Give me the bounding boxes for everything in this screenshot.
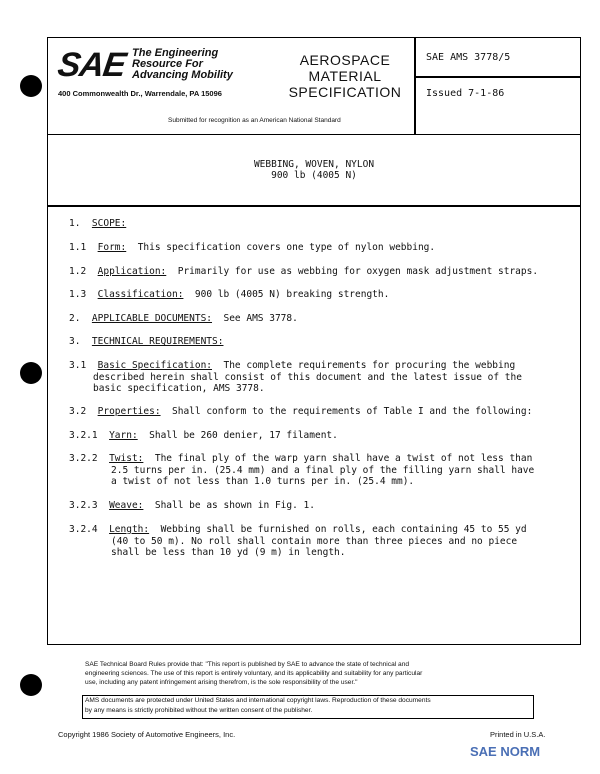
section-number: 1.3	[69, 289, 87, 300]
section-text: Primarily for use as webbing for oxygen mask adjustment straps.	[177, 266, 539, 277]
section-3-2-1	[69, 430, 338, 441]
section-number: 1.	[69, 218, 81, 229]
section-continuation: 2.5 turns per in. (25.4 mm) and a final ply of the filling yarn shall have	[111, 465, 535, 476]
binder-hole-top	[20, 75, 42, 97]
header-divider	[414, 76, 580, 78]
copyright-notice	[82, 695, 534, 719]
sae-logo: SAE	[55, 46, 128, 84]
section-label: SCOPE:	[91, 218, 127, 229]
printed-in: Printed in U.S.A.	[490, 730, 546, 739]
section-label: Twist:	[109, 453, 144, 464]
section-number: 1.2	[69, 266, 87, 277]
section-continuation: (40 to 50 m). No roll shall contain more than three pieces and no piece	[111, 536, 518, 547]
section-text: Shall be as shown in Fig. 1.	[154, 500, 315, 511]
title-line: 900 lb (4005 N)	[271, 170, 357, 181]
notice-line: by any means is strictly prohibited without the written consent of the publisher.	[85, 706, 313, 714]
section-text: Shall conform to the requirements of Table I and the following:	[172, 406, 533, 417]
header	[48, 38, 580, 135]
binder-hole-bottom	[20, 674, 42, 696]
section-text: Webbing shall be furnished on rolls, each containing 45 to 55 yd	[160, 524, 527, 535]
notice-line: AMS documents are protected under United States and international copyright laws. Reproduction of these documents	[85, 697, 431, 704]
board-rules-line: SAE Technical Board Rules provide that: "This report is published by SAE to advance the state of technical and	[85, 661, 410, 668]
doc-type-line: AEROSPACE	[299, 52, 391, 68]
tagline-line: Advancing Mobility	[132, 69, 233, 81]
section-1-3	[69, 289, 389, 300]
copyright: Copyright 1986 Society of Automotive Engineers, Inc.	[58, 730, 236, 739]
section-3-1	[69, 360, 515, 371]
watermark: SAE NORM	[470, 744, 541, 759]
section-number: 3.2	[69, 406, 87, 417]
board-rules	[85, 660, 422, 687]
tagline-line: The Engineering	[132, 47, 219, 59]
section-continuation: basic specification, AMS 3778.	[93, 383, 265, 394]
section-text: The complete requirements for procuring the webbing	[223, 360, 516, 371]
section-text: See AMS 3778.	[223, 313, 298, 324]
document-frame	[47, 37, 581, 645]
section-label: Form:	[97, 242, 127, 253]
section-continuation: shall be less than 10 yd (9 m) in length.	[111, 547, 346, 558]
section-number: 3.1	[69, 360, 87, 371]
section-label: Properties:	[97, 406, 161, 417]
section-3-2	[69, 406, 532, 417]
section-label: Yarn:	[109, 430, 138, 441]
section-label: Length:	[109, 524, 150, 535]
doc-type-line: SPECIFICATION	[288, 84, 402, 100]
section-2	[69, 313, 298, 324]
tagline-line: Resource For	[132, 58, 203, 70]
section-text: This specification covers one type of nylon webbing.	[137, 242, 436, 253]
section-label: Basic Specification:	[97, 360, 213, 371]
section-label: TECHNICAL REQUIREMENTS:	[91, 336, 224, 347]
board-rules-line: engineering sciences. The use of this report is entirely voluntary, and its applicability and suitability for any particular	[85, 670, 423, 677]
section-label: Weave:	[109, 500, 144, 511]
doc-type	[276, 52, 414, 100]
binder-hole-middle	[20, 362, 42, 384]
section-label: Classification:	[97, 289, 184, 300]
section-number: 3.2.4	[69, 524, 98, 535]
section-3-2-3	[69, 500, 315, 511]
address: 400 Commonwealth Dr., Warrendale, PA 15096	[58, 89, 222, 98]
section-label: APPLICABLE DOCUMENTS:	[91, 313, 213, 324]
doc-number: SAE AMS 3778/5	[426, 52, 511, 63]
title-line: WEBBING, WOVEN, NYLON	[253, 159, 375, 170]
header-divider	[414, 38, 416, 134]
doc-type-line: MATERIAL	[308, 68, 382, 84]
section-number: 3.2.1	[69, 430, 98, 441]
section-continuation: described herein shall consist of this document and the latest issue of the	[93, 372, 522, 383]
section-number: 2.	[69, 313, 81, 324]
tagline	[132, 48, 233, 81]
section-1-2	[69, 266, 538, 277]
section-label: Application:	[97, 266, 167, 277]
section-3-2-4	[69, 524, 527, 535]
doc-title	[48, 159, 580, 181]
section-text: Shall be 260 denier, 17 filament.	[149, 430, 338, 441]
section-continuation: a twist of not less than 1.0 turns per in. (25.4 mm).	[111, 476, 415, 487]
title-divider	[48, 205, 580, 207]
section-number: 3.2.3	[69, 500, 98, 511]
section-number: 3.	[69, 336, 81, 347]
section-text: 900 lb (4005 N) breaking strength.	[194, 289, 390, 300]
section-3	[69, 336, 223, 347]
issued-date: Issued 7-1-86	[426, 88, 505, 99]
section-number: 1.1	[69, 242, 87, 253]
submitted-note: Submitted for recognition as an American National Standard	[168, 117, 341, 124]
section-text: The final ply of the warp yarn shall have a twist of not less than	[154, 453, 533, 464]
section-1-1	[69, 242, 435, 253]
section-3-2-2	[69, 453, 532, 464]
board-rules-line: use, including any patent infringement arising therefrom, is the sole responsibility of the user."	[85, 679, 358, 686]
section-number: 3.2.2	[69, 453, 98, 464]
section-1	[69, 218, 126, 229]
